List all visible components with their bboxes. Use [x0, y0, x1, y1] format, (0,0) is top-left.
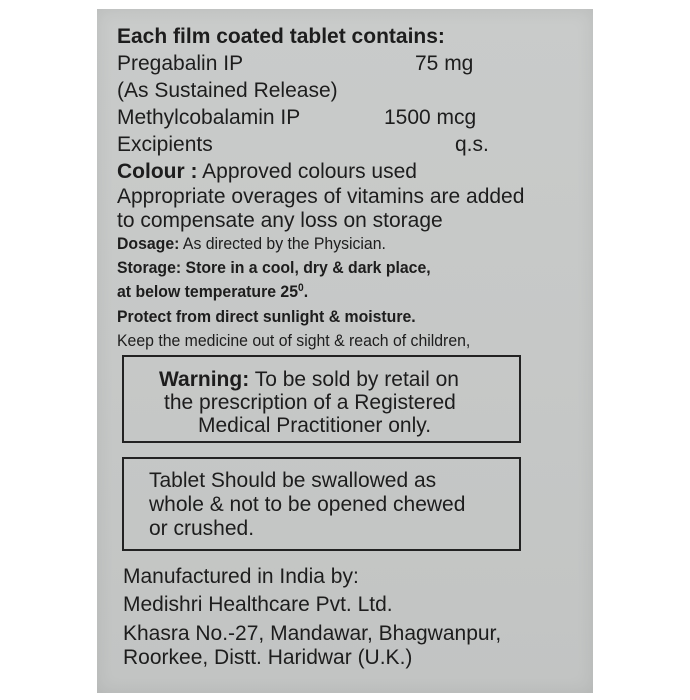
degree-mark: 0 — [298, 282, 304, 294]
ingredient-amount: q.s. — [455, 133, 489, 156]
protect-line: Protect from direct sunlight & moisture. — [117, 307, 416, 326]
warning-line — [159, 369, 459, 390]
colour-label: Colour : — [117, 160, 198, 183]
manufacturer-address: Roorkee, Distt. Haridwar (U.K.) — [123, 646, 413, 669]
ingredient-name: Methylcobalamin IP — [117, 106, 301, 129]
warning-box — [122, 355, 521, 443]
ingredient-name: Pregabalin IP — [117, 52, 244, 75]
ingredient-note: (As Sustained Release) — [117, 79, 338, 102]
instruction-line: whole & not to be opened chewed — [149, 493, 466, 516]
ingredient-amount: 75 mg — [415, 52, 474, 75]
dosage-text: As directed by the Physician. — [182, 234, 386, 253]
manufacturer-address: Khasra No.-27, Mandawar, Bhagwanpur, — [123, 622, 502, 645]
swallow-instruction-box — [122, 457, 521, 551]
warning-label: Warning: — [159, 368, 250, 391]
composition-heading: Each film coated tablet contains: — [117, 25, 445, 48]
storage-line — [117, 283, 308, 300]
warning-line: Medical Practitioner only. — [198, 414, 432, 437]
instruction-line: or crushed. — [149, 517, 255, 540]
manufacturer-line: Manufactured in India by: — [123, 565, 359, 588]
dosage-line — [117, 235, 386, 252]
instruction-line: Tablet Should be swallowed as — [149, 469, 437, 492]
storage-end: . — [303, 282, 309, 301]
warning-line: the prescription of a Registered — [164, 391, 456, 414]
dosage-label: Dosage: — [117, 234, 180, 253]
ingredient-amount: 1500 mcg — [384, 106, 477, 129]
manufacturer-name: Medishri Healthcare Pvt. Ltd. — [123, 593, 393, 616]
medicine-label-panel — [97, 9, 593, 693]
storage-temperature: at below temperature 25 — [117, 282, 299, 301]
keep-line: Keep the medicine out of sight & reach of children, — [117, 331, 471, 350]
overages-line: Appropriate overages of vitamins are added — [117, 185, 525, 208]
overages-line: to compensate any loss on storage — [117, 209, 443, 232]
colour-text: Approved colours used — [202, 160, 417, 183]
ingredient-name: Excipients — [117, 133, 213, 156]
storage-line: Storage: Store in a cool, dry & dark place, — [117, 258, 431, 277]
colour-line — [117, 161, 417, 182]
warning-text: To be sold by retail on — [254, 368, 459, 391]
